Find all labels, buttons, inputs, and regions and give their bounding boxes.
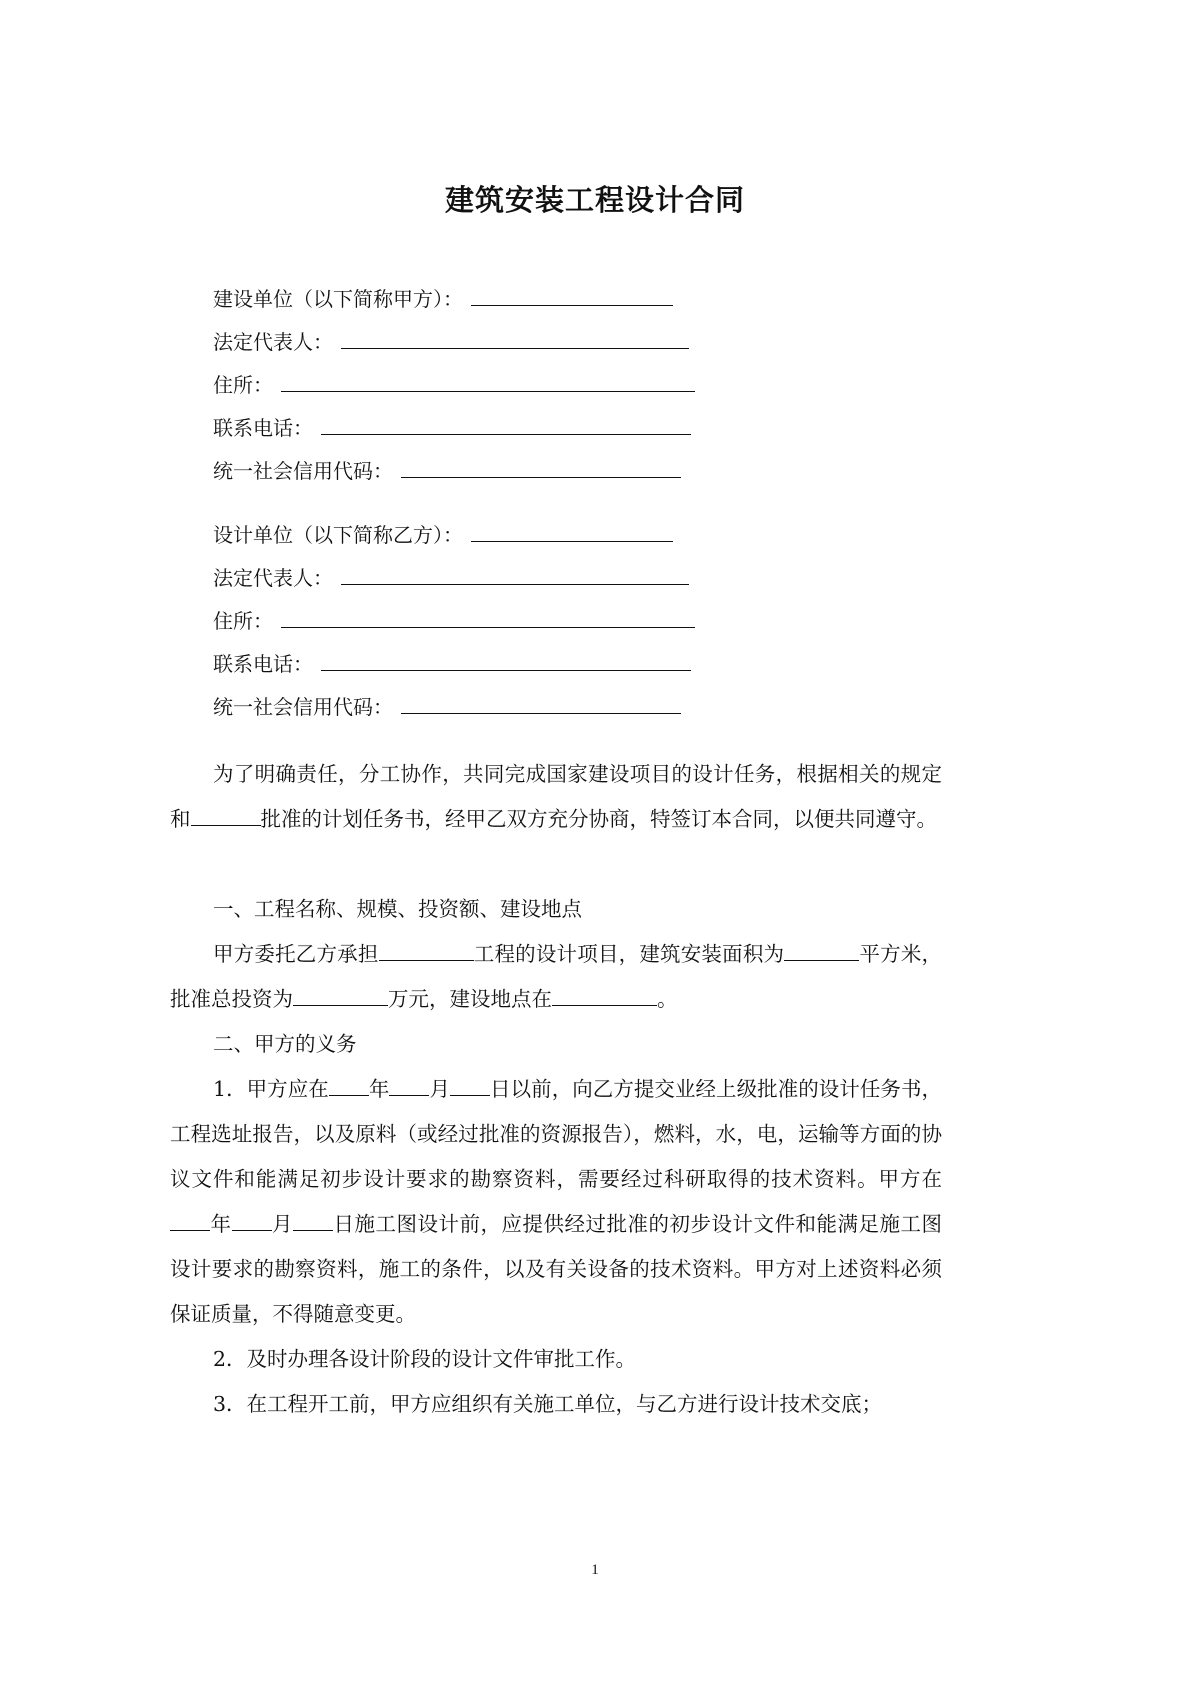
section-1-text: 万元，建设地点在 xyxy=(388,987,552,1011)
field-label: 法定代表人： xyxy=(213,566,333,590)
blank-line[interactable] xyxy=(341,558,689,585)
section-1-paragraph xyxy=(170,932,942,1022)
section-2-heading: 二、甲方的义务 xyxy=(213,1032,357,1056)
field-label: 法定代表人： xyxy=(213,330,333,354)
field-label: 联系电话： xyxy=(213,416,313,440)
blank-line[interactable] xyxy=(281,601,695,628)
field-label: 统一社会信用代码： xyxy=(213,695,393,719)
section-2-item-2: 2．及时办理各设计阶段的设计文件审批工作。 xyxy=(213,1347,637,1371)
field-label: 建设单位（以下简称甲方）： xyxy=(213,287,463,311)
year-blank[interactable] xyxy=(329,1071,369,1096)
section-2-item-3: 3．在工程开工前，甲方应组织有关施工单位，与乙方进行设计技术交底； xyxy=(213,1392,883,1416)
spacer xyxy=(170,842,942,887)
party-b-block xyxy=(213,514,773,729)
approver-blank[interactable] xyxy=(191,801,261,826)
month-blank[interactable] xyxy=(389,1071,429,1096)
day-blank[interactable] xyxy=(450,1071,490,1096)
page-number: 1 xyxy=(591,1562,599,1578)
field-label: 设计单位（以下简称乙方）： xyxy=(213,523,463,547)
month-blank[interactable] xyxy=(232,1206,272,1231)
party-b-legal-rep-field xyxy=(213,557,773,600)
item-text: 月 xyxy=(429,1077,451,1101)
section-1-text: 平方米，批准总投资为 xyxy=(170,942,943,1011)
party-a-block xyxy=(213,278,773,493)
field-label: 住所： xyxy=(213,609,273,633)
document-title: 建筑安装工程设计合同 xyxy=(444,183,745,217)
field-label: 住所： xyxy=(213,373,273,397)
blank-line[interactable] xyxy=(341,322,689,349)
item-text: 日施工图设计前，应提供经过批准的初步设计文件和能满足施工图设计要求的勘察资料，施工的条件，以及有关设备的技术资料。甲方对上述资料必须保证质量，不得随意变更。 xyxy=(170,1212,942,1326)
section-1-text: 甲方委托乙方承担 xyxy=(213,942,379,966)
section-1-heading: 一、工程名称、规模、投资额、建设地点 xyxy=(213,897,582,921)
blank-line[interactable] xyxy=(471,279,673,306)
day-blank[interactable] xyxy=(293,1206,333,1231)
section-1-text: 。 xyxy=(657,987,678,1011)
party-a-unit-field xyxy=(213,278,773,321)
party-b-phone-field xyxy=(213,643,773,686)
party-a-legal-rep-field xyxy=(213,321,773,364)
area-blank[interactable] xyxy=(784,936,859,961)
section-2-item-1 xyxy=(170,1067,942,1337)
item-text: 年 xyxy=(210,1212,232,1236)
blank-line[interactable] xyxy=(321,408,691,435)
project-name-blank[interactable] xyxy=(379,936,474,961)
field-label: 统一社会信用代码： xyxy=(213,459,393,483)
blank-line[interactable] xyxy=(281,365,695,392)
preamble-paragraph xyxy=(170,752,942,842)
field-label: 联系电话： xyxy=(213,652,313,676)
item-text: 月 xyxy=(271,1212,293,1236)
item-text: 日以前，向乙方提交业经上级批准的设计任务书，工程选址报告，以及原料（或经过批准的资源报告），燃料，水，电，运输等方面的协议文件和能满足初步设计要求的勘察资料，需要经过科研取得的技术资料。甲方在 xyxy=(170,1077,943,1191)
party-b-credit-code-field xyxy=(213,686,773,729)
location-blank[interactable] xyxy=(552,981,657,1006)
year-blank[interactable] xyxy=(170,1206,210,1231)
party-a-phone-field xyxy=(213,407,773,450)
blank-line[interactable] xyxy=(321,644,691,671)
investment-blank[interactable] xyxy=(293,981,388,1006)
party-a-address-field xyxy=(213,364,773,407)
blank-line[interactable] xyxy=(401,687,681,714)
blank-line[interactable] xyxy=(471,515,673,542)
item-text: 年 xyxy=(368,1077,390,1101)
blank-line[interactable] xyxy=(401,451,681,478)
party-b-address-field xyxy=(213,600,773,643)
section-1-text: 工程的设计项目，建筑安装面积为 xyxy=(473,942,785,966)
item-text: 1．甲方应在 xyxy=(213,1077,329,1101)
contract-body xyxy=(170,752,942,1427)
preamble-text: 批准的计划任务书，经甲乙双方充分协商，特签订本合同，以便共同遵守。 xyxy=(260,807,937,831)
preamble-text: 为了明确责任，分工协作，共同完成国家建设项目的设计任务，根据相关的规定和 xyxy=(170,762,942,831)
party-b-unit-field xyxy=(213,514,773,557)
party-a-credit-code-field xyxy=(213,450,773,493)
